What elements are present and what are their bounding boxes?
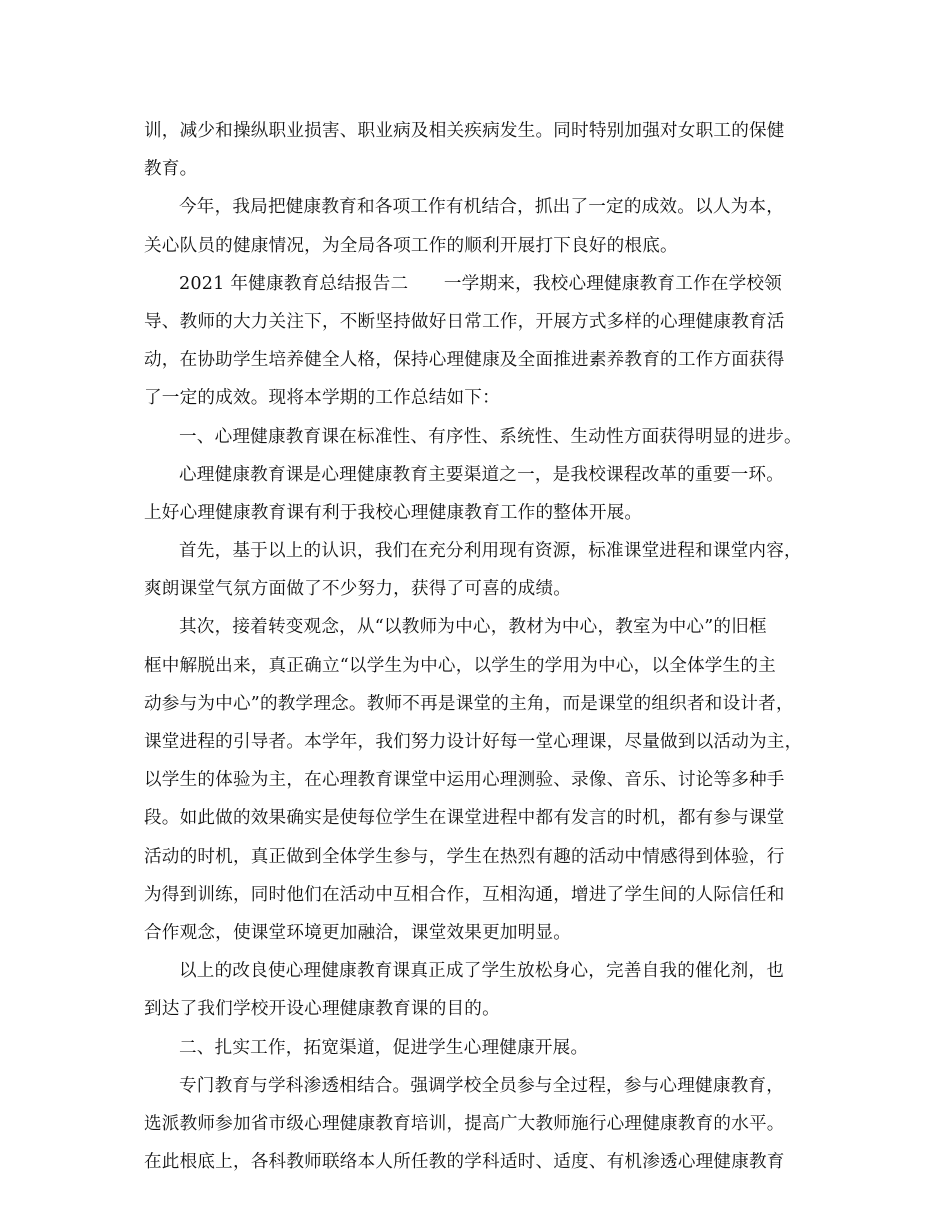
text-line: 关心队员的健康情况，为全局各项工作的顺利开展打下良好的根底。 bbox=[144, 235, 678, 256]
paragraph-first-line: 2021 年健康教育总结报告二 一学期来，我校心理健康教育工作在学校领 bbox=[179, 273, 782, 294]
text-line: 在此根底上，各科教师联络本人所任教的学科适时、适度、有机渗透心理健康教育 bbox=[144, 1152, 785, 1173]
text-line: 选派教师参加省市级心理健康教育培训，提高广大教师施行心理健康教育的水平。 bbox=[144, 1113, 785, 1134]
paragraph-first-line: 一、心理健康教育课在标准性、有序性、系统性、生动性方面获得明显的进步。 bbox=[179, 426, 802, 447]
paragraph-first-line: 二、扎实工作，拓宽渠道，促进学生心理健康开展。 bbox=[179, 1037, 589, 1058]
text-line: 框中解脱出来，真正确立“以学生为中心，以学生的学用为中心，以全体学生的主 bbox=[144, 655, 776, 676]
paragraph-first-line: 以上的改良使心理健康教育课真正成了学生放松身心，完善自我的催化剂，也 bbox=[179, 961, 784, 982]
text-line: 课堂进程的引导者。本学年，我们努力设计好每一堂心理课，尽量做到以活动为主， bbox=[144, 732, 803, 752]
text-line: 动，在协助学生培养健全人格，保持心理健康及全面推进素养教育的工作方面获得 bbox=[144, 350, 785, 371]
text-line: 段。如此做的效果确实是使每位学生在课堂进程中都有发言的时机，都有参与课堂 bbox=[144, 808, 785, 829]
text-line: 训，减少和操纵职业损害、职业病及相关疾病发生。同时特别加强对女职工的保健 bbox=[144, 121, 785, 141]
paragraph-first-line: 专门教育与学科渗透相结合。强调学校全员参与全过程，参与心理健康教育， bbox=[179, 1075, 784, 1096]
text-line: 了一定的成效。现将本学期的工作总结如下： bbox=[144, 388, 500, 409]
text-line: 到达了我们学校开设心理健康教育课的目的。 bbox=[144, 999, 500, 1020]
text-line: 教育。 bbox=[144, 159, 198, 180]
paragraph-first-line: 首先，基于以上的认识，我们在充分利用现有资源，标准课堂进程和课堂内容， bbox=[179, 541, 802, 562]
document-body bbox=[144, 112, 812, 1181]
text-line: 合作观念，使课堂环境更加融洽，课堂效果更加明显。 bbox=[144, 922, 572, 943]
text-line: 为得到训练，同时他们在活动中互相合作，互相沟通，增进了学生间的人际信任和 bbox=[144, 884, 785, 905]
paragraph-first-line: 心理健康教育课是心理健康教育主要渠道之一，是我校课程改革的重要一环。 bbox=[179, 464, 784, 485]
text-line: 动参与为中心”的教学理念。教师不再是课堂的主角，而是课堂的组织者和设计者， bbox=[144, 693, 794, 714]
text-line: 以学生的体验为主，在心理教育课堂中运用心理测验、录像、音乐、讨论等多种手 bbox=[144, 770, 785, 791]
text-line: 活动的时机，真正做到全体学生参与，学生在热烈有趣的活动中情感得到体验，行 bbox=[144, 846, 785, 867]
paragraph-first-line: 其次，接着转变观念，从“以教师为中心，教材为中心，教室为中心”的旧框 bbox=[179, 617, 767, 638]
text-line: 导、教师的大力关注下，不断坚持做好日常工作，开展方式多样的心理健康教育活 bbox=[144, 311, 785, 332]
paragraph-first-line: 今年，我局把健康教育和各项工作有机结合，抓出了一定的成效。以人为本， bbox=[179, 197, 784, 218]
text-line: 上好心理健康教育课有利于我校心理健康教育工作的整体开展。 bbox=[144, 502, 643, 523]
text-line: 爽朗课堂气氛方面做了不少努力，获得了可喜的成绩。 bbox=[144, 579, 572, 600]
